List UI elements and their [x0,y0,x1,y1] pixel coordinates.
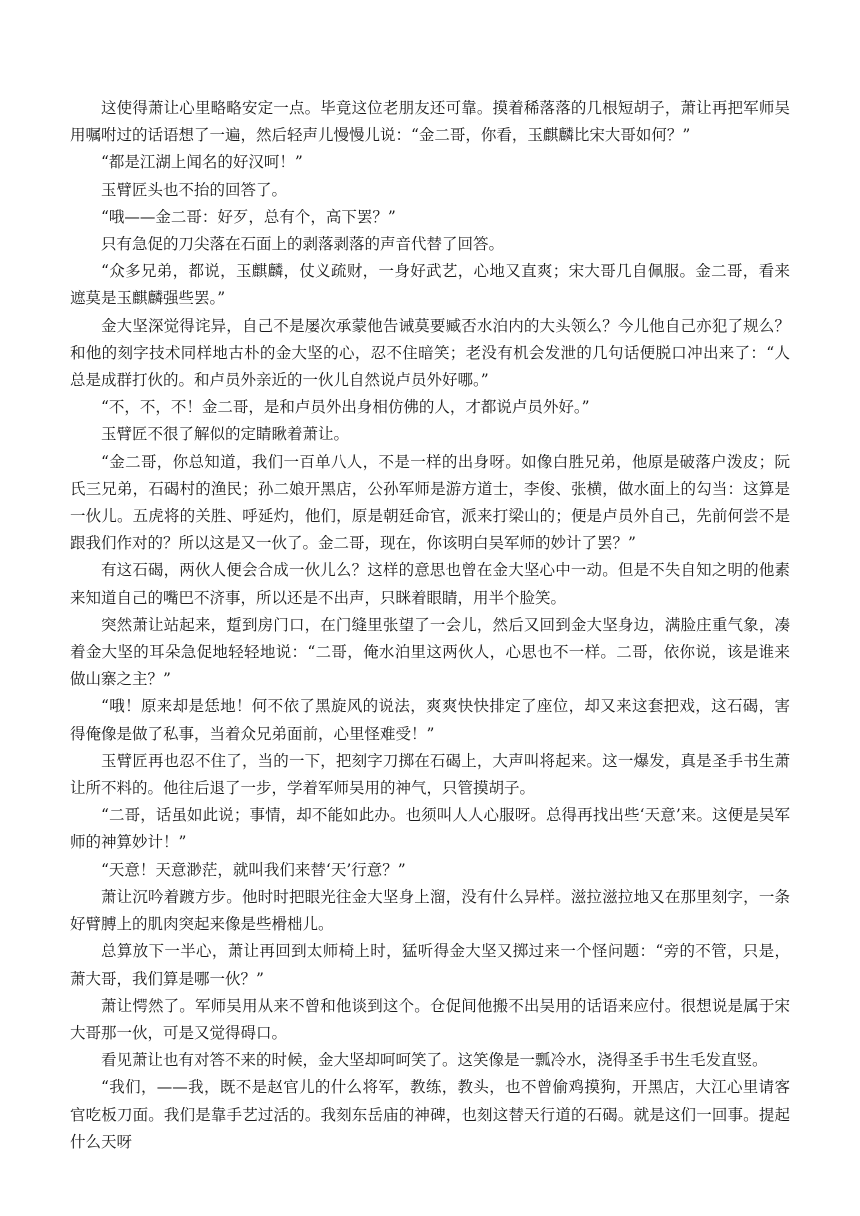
paragraph: “我们，——我，既不是赵官儿的什么将军，教练，教头，也不曾偷鸡摸狗，开黑店，大江心里请客官吃板刀面。我们是靠手艺过活的。我刻东岳庙的神碑，也刻这替天行道的石碣。就是这们一回事。提起什么天呀 [70,1078,790,1151]
paragraph: 看见萧让也有对答不来的时候，金大坚却呵呵笑了。这笑像是一瓢冷水，浇得圣手书生毛发直竖。 [101,1051,768,1070]
paragraph: “众多兄弟，都说，玉麒麟，仗义疏财，一身好武艺，心地又直爽；宋大哥几自佩服。金二哥，看来遮莫是玉麒麟强些罢。” [70,262,790,308]
paragraph: “哦——金二哥：好歹，总有个，高下罢？” [101,207,396,226]
paragraph: 金大坚深觉得诧异，自己不是屡次承蒙他告诫莫要臧否水泊内的大头领么？今儿他自己亦犯了规么？和他的刻字技术同样地古朴的金大坚的心，忍不住暗笑；老没有机会发泄的几句话便脱口冲出来了：“人总是成群打伙的。和卢员外亲近的一伙儿自然说卢员外好哪。” [70,316,790,390]
paragraph: 只有急促的刀尖落在石面上的剥落剥落的声音代替了回答。 [101,235,505,254]
paragraph: “哦！原来却是恁地！何不依了黑旋风的说法，爽爽快快排定了座位，却又来这套把戏，这石碣，害得俺像是做了私事，当着众兄弟面前，心里怪难受！” [70,697,790,743]
paragraph: 玉臂匠再也忍不住了，当的一下，把刻字刀掷在石碣上，大声叫将起来。这一爆发，真是圣手书生萧让所不料的。他往后退了一步，学着军师吴用的神气，只管摸胡子。 [70,751,790,798]
paragraph: “二哥，话虽如此说；事情，却不能如此办。也须叫人人心服呀。总得再找出些‘天意’来。这便是吴军师的神算妙计！” [70,806,790,852]
paragraph: 这使得萧让心里略略安定一点。毕竟这位老朋友还可靠。摸着稀落落的几根短胡子，萧让再把军师吴用嘱咐过的话语想了一遍，然后轻声儿慢慢儿说：“金二哥，你看，玉麒麟比宋大哥如何？” [70,99,790,145]
paragraph: “天意！天意渺茫，就叫我们来替‘天’行意？” [101,860,406,879]
paragraph: “金二哥，你总知道，我们一百单八人，不是一样的出身呀。如像白胜兄弟，他原是破落户泼皮；阮氏三兄弟，石碣村的渔民；孙二娘开黑店，公孙军师是游方道士，李俊、张横，做水面上的勾当：这算是一伙儿。五虎将的关胜、呼延灼，他们，原是朝廷命官，派来打梁山的；便是卢员外自己，先前何尝不是跟我们作对的？所以这是又一伙了。金二哥，现在，你该明白吴军师的妙计了罢？” [70,452,790,553]
paragraph: 萧让愕然了。军师吴用从来不曾和他谈到这个。仓促间他搬不出吴用的话语来应付。很想说是属于宋大哥那一伙，可是又觉得碍口。 [70,996,790,1042]
paragraph: 有这石碣，两伙人便会合成一伙儿么？这样的意思也曾在金大坚心中一动。但是不失自知之明的他素来知道自己的嘴巴不济事，所以还是不出声，只眯着眼睛，用半个脸笑。 [70,561,790,607]
paragraph: “都是江湖上闻名的好汉呵！” [101,153,303,172]
document-body [70,95,790,1156]
paragraph: 玉臂匠不很了解似的定睛瞅着萧让。 [101,425,350,444]
paragraph: 突然萧让站起来，踅到房门口，在门缝里张望了一会儿，然后又回到金大坚身边，满脸庄重气象，凑着金大坚的耳朵急促地轻轻地说：“二哥，俺水泊里这两伙人，心思也不一样。二哥，依你说，该是谁来做山寨之主？” [70,615,790,689]
paragraph: 萧让沉吟着踱方步。他时时把眼光往金大坚身上溜，没有什么异样。滋拉滋拉地又在那里刻字，一条好臂膊上的肌肉突起来像是些榾柮儿。 [70,887,790,934]
paragraph: 玉臂匠头也不抬的回答了。 [101,180,288,199]
paragraph: 总算放下一半心，萧让再回到太师椅上时，猛听得金大坚又掷过来一个怪问题：“旁的不管，只是，萧大哥，我们算是哪一伙？” [70,942,790,988]
paragraph: “不，不，不！金二哥，是和卢员外出身相仿佛的人，才都说卢员外好。” [101,398,590,417]
